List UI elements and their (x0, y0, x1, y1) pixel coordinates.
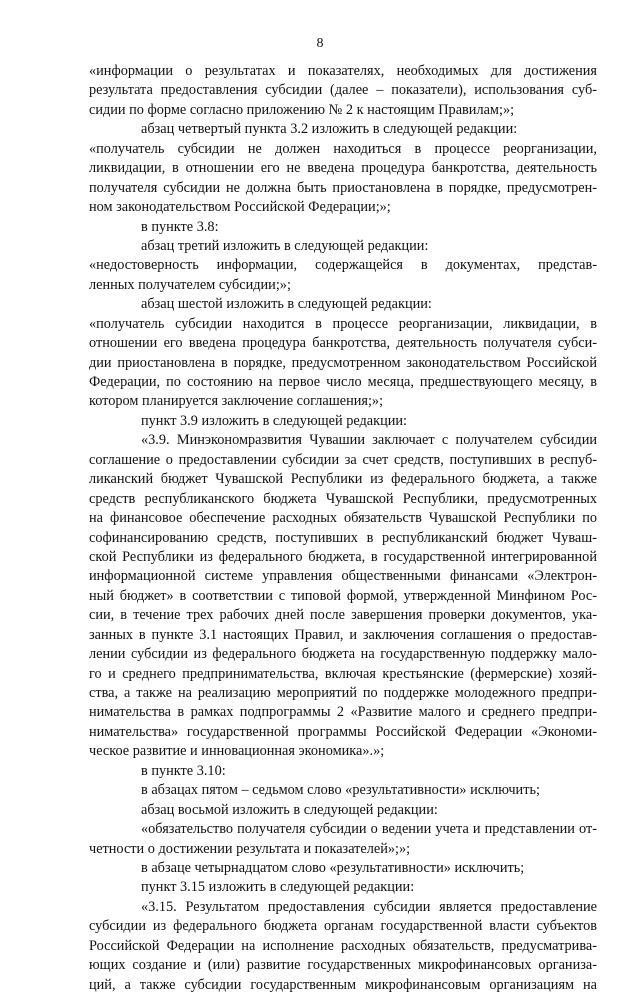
text-line: в абзаце четырнадцатом слово «результативности» исключить; (141, 859, 525, 876)
text-line: сидии по форме согласно приложению № 2 к настоящим Правилам;»; (89, 101, 515, 118)
text-line: го и среднего предпринимательства, включая крестьянские (фермерские) хозяй- (89, 665, 597, 682)
text-line: софинансированию средств, поступивших в республиканский бюджет Чуваш- (89, 529, 597, 546)
text-line: ства, а также на реализацию мероприятий по поддержке молодежного предпри- (89, 685, 597, 701)
text-line: средств республиканского бюджета Чувашской Республики, предусмотренных (89, 490, 597, 507)
text-line: в абзацах пятом – седьмом слово «результативности» исключить; (141, 782, 540, 799)
text-line: получателя субсидии не должна быть приостановлена в порядке, предусмотрен- (89, 179, 597, 196)
text-line: ской Республики из федерального бюджета, в государственной интегрированной (89, 548, 597, 565)
text-line: «информации о результатах и показателях, необходимых для достижения (89, 63, 597, 79)
text-line: ликвидации, в отношении его не введена процедура банкротства, деятельность (89, 160, 597, 177)
text-line: Федерации, по состоянию на первое число месяца, предшествующего месяцу, в (89, 374, 597, 390)
text-line: «3.15. Результатом предоставления субсидии является предоставление (141, 898, 597, 915)
text-line: «3.9. Минэкономразвития Чувашии заключает с получателем субсидии (141, 432, 597, 449)
text-line: соглашение о предоставлении субсидии за счет средств, поступивших в респуб- (89, 451, 597, 468)
text-line: «получатель субсидии находится в процессе реорганизации, ликвидации, в (89, 315, 597, 332)
text-line: на финансовое обеспечение расходных обязательств Чувашской Республики по (89, 510, 597, 527)
text-line: «недостоверность информации, содержащейся в документах, представ- (89, 257, 597, 274)
text-line: занных в пункте 3.1 настоящих Правил, и заключения соглашения о предостав- (89, 626, 597, 643)
text-line: результата предоставления субсидии (далее – показатели), использования суб- (89, 82, 597, 99)
document-body (89, 62, 597, 995)
page-number: 8 (316, 36, 324, 51)
text-line: нимательства в рамках подпрограммы 2 «Развитие малого и среднего предпри- (89, 704, 597, 721)
text-line: лении субсидии из федерального бюджета на государственную поддержку мало- (89, 646, 597, 663)
text-line: пункт 3.15 изложить в следующей редакции: (141, 879, 415, 896)
text-line: отношении его введена процедура банкротства, деятельность получателя субси- (89, 335, 597, 352)
text-line: абзац третий изложить в следующей редакции: (141, 237, 429, 254)
text-line: четности о достижении результата и показателей»;»; (89, 840, 411, 857)
text-line: ном законодательством Российской Федерации;»; (89, 199, 391, 216)
text-line: ленных получателем субсидии;»; (89, 276, 291, 293)
text-line: информационной системе управления общественными финансами «Электрон- (89, 568, 597, 585)
text-line: ций, а также субсидии государственным микрофинансовым организациям на (89, 976, 597, 993)
text-line: ческое развитие и инновационная экономика».»; (89, 743, 385, 760)
text-line: абзац шестой изложить в следующей редакции: (141, 296, 432, 313)
text-line: пункт 3.9 изложить в следующей редакции: (141, 412, 408, 429)
text-line: абзац восьмой изложить в следующей редакции: (141, 801, 438, 818)
text-line: абзац четвертый пункта 3.2 изложить в следующей редакции: (141, 121, 518, 138)
text-line: сии, в течение трех рабочих дней после завершения проверки документов, ука- (89, 607, 597, 624)
text-line: ный бюджет» в соответствии с типовой формой, утвержденной Минфином Рос- (89, 587, 597, 604)
text-line: субсидии из федерального бюджета органам государственной власти субъектов (89, 918, 597, 935)
text-line: дии приостановлена в порядке, предусмотренном законодательством Российской (89, 354, 597, 371)
text-line: котором планируется заключение соглашения;»; (89, 393, 384, 410)
text-line: «получатель субсидии не должен находиться в процессе реорганизации, (89, 140, 597, 157)
text-line: в пункте 3.8: (141, 218, 219, 235)
text-line: «обязательство получателя субсидии о ведении учета и представлении от- (141, 821, 597, 838)
text-line: ликанский бюджет Чувашской Республики из федерального бюджета, а также (89, 471, 597, 488)
text-line: ющих создание и (или) развитие государственных микрофинансовых организа- (89, 957, 597, 974)
text-line: нимательства» государственной программы Российской Федерации «Экономи- (89, 723, 597, 740)
text-line: в пункте 3.10: (141, 762, 226, 779)
text-line: Российской Федерации на исполнение расходных обязательств, предусматрива- (89, 937, 597, 954)
